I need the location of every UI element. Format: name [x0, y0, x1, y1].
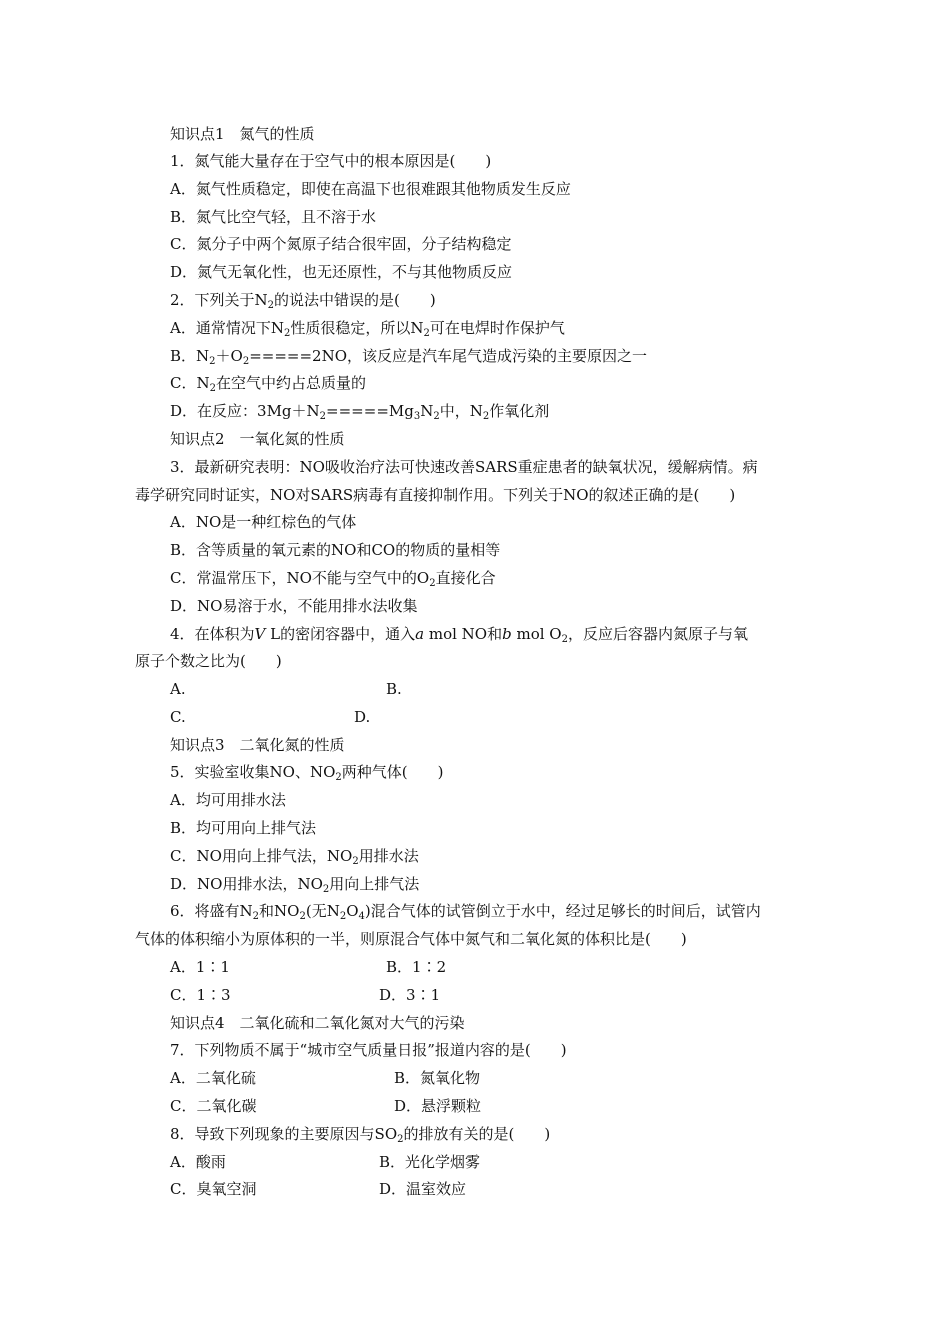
q5-option-d: D．NO用排水法，$NO_2$用向上排气法	[170, 875, 420, 895]
q7-option-d: D．悬浮颗粒	[394, 1097, 482, 1115]
q4-option-b: B.	[386, 680, 402, 698]
q2-option-c: C．$N_2$在空气中约占总质量的	[170, 374, 366, 394]
q2-option-d: D．在反应：$3Mg+N_2=====Mg_3N_2$中，$N_2$作氧化剂	[170, 402, 550, 422]
q5-stem: 5．实验室收集NO、$NO_2$两种气体( )	[170, 763, 444, 783]
q4-option-d: D.	[354, 708, 371, 726]
q2-option-a: A．通常情况下$N_2$性质很稳定，所以$N_2$可在电焊时作保护气	[170, 319, 565, 339]
q5-option-b: B．均可用向上排气法	[170, 819, 317, 837]
q5-option-c: C．NO用向上排气法，$NO_2$用排水法	[170, 847, 419, 867]
section-heading-2: 知识点2 一氧化氮的性质	[170, 430, 345, 448]
q5-option-a: A．均可用排水法	[170, 791, 286, 809]
q8-option-c: C．臭氧空洞	[170, 1180, 257, 1198]
q8-option-b: B．光化学烟雾	[379, 1153, 481, 1171]
q3-option-c: C．常温常压下，NO不能与空气中的$O_2$直接化合	[170, 569, 496, 589]
section-heading-3: 知识点3 二氧化氮的性质	[170, 736, 345, 754]
q1-stem: 1．氮气能大量存在于空气中的根本原因是( )	[170, 152, 492, 170]
q7-stem: 7．下列物质不属于“城市空气质量日报”报道内容的是( )	[170, 1041, 567, 1059]
q4-option-a: A.	[170, 680, 186, 698]
section-heading-1: 知识点1 氮气的性质	[170, 125, 315, 143]
q4-stem-line1: 4．在体积为V L的密闭容器中，通入a mol NO和b mol $O_2$，反应后容器内氮原子与氧	[170, 625, 748, 645]
q1-option-a: A．氮气性质稳定，即使在高温下也很难跟其他物质发生反应	[170, 180, 571, 198]
q8-option-a: A．酸雨	[170, 1153, 226, 1171]
q1-option-b: B．氮气比空气轻，且不溶于水	[170, 208, 377, 226]
q8-stem: 8．导致下列现象的主要原因与$SO_2$的排放有关的是( )	[170, 1125, 551, 1145]
q7-option-a: A．二氧化硫	[170, 1069, 256, 1087]
q3-option-d: D．NO易溶于水，不能用排水法收集	[170, 597, 418, 615]
q3-stem-line2: 毒学研究同时证实，NO对SARS病毒有直接抑制作用。下列关于NO的叙述正确的是( )	[135, 486, 736, 504]
q2-option-b: B．$N_2+O_2=====2NO$，该反应是汽车尾气造成污染的主要原因之一	[170, 347, 648, 367]
q4-option-c: C.	[170, 708, 186, 726]
q8-option-d: D．温室效应	[379, 1180, 467, 1198]
q6-stem-line1: 6．将盛有$N_2$和$NO_2$(无$N_2O_4$)混合气体的试管倒立于水中，经过足够长的时间后，试管内	[170, 902, 761, 922]
q6-option-d: D．3∶1	[379, 986, 441, 1004]
q1-option-c: C．氮分子中两个氮原子结合很牢固，分子结构稳定	[170, 235, 512, 253]
q7-option-c: C．二氧化碳	[170, 1097, 257, 1115]
q6-option-a: A．1∶1	[170, 958, 230, 976]
q3-option-a: A．NO是一种红棕色的气体	[170, 513, 357, 531]
q6-stem-line2: 气体的体积缩小为原体积的一半，则原混合气体中氮气和二氧化氮的体积比是( )	[135, 930, 687, 948]
q1-option-d: D．氮气无氧化性，也无还原性，不与其他物质反应	[170, 263, 513, 281]
q6-option-c: C．1∶3	[170, 986, 231, 1004]
q3-option-b: B．含等质量的氧元素的NO和CO的物质的量相等	[170, 541, 501, 559]
q4-stem-line2: 原子个数之比为( )	[135, 652, 282, 670]
q6-option-b: B．1∶2	[386, 958, 447, 976]
q2-stem: 2．下列关于$N_2$的说法中错误的是( )	[170, 291, 436, 311]
q7-option-b: B．氮氧化物	[394, 1069, 481, 1087]
section-heading-4: 知识点4 二氧化硫和二氧化氮对大气的污染	[170, 1014, 465, 1032]
q3-stem-line1: 3．最新研究表明：NO吸收治疗法可快速改善SARS重症患者的缺氧状况，缓解病情。病	[170, 458, 758, 476]
